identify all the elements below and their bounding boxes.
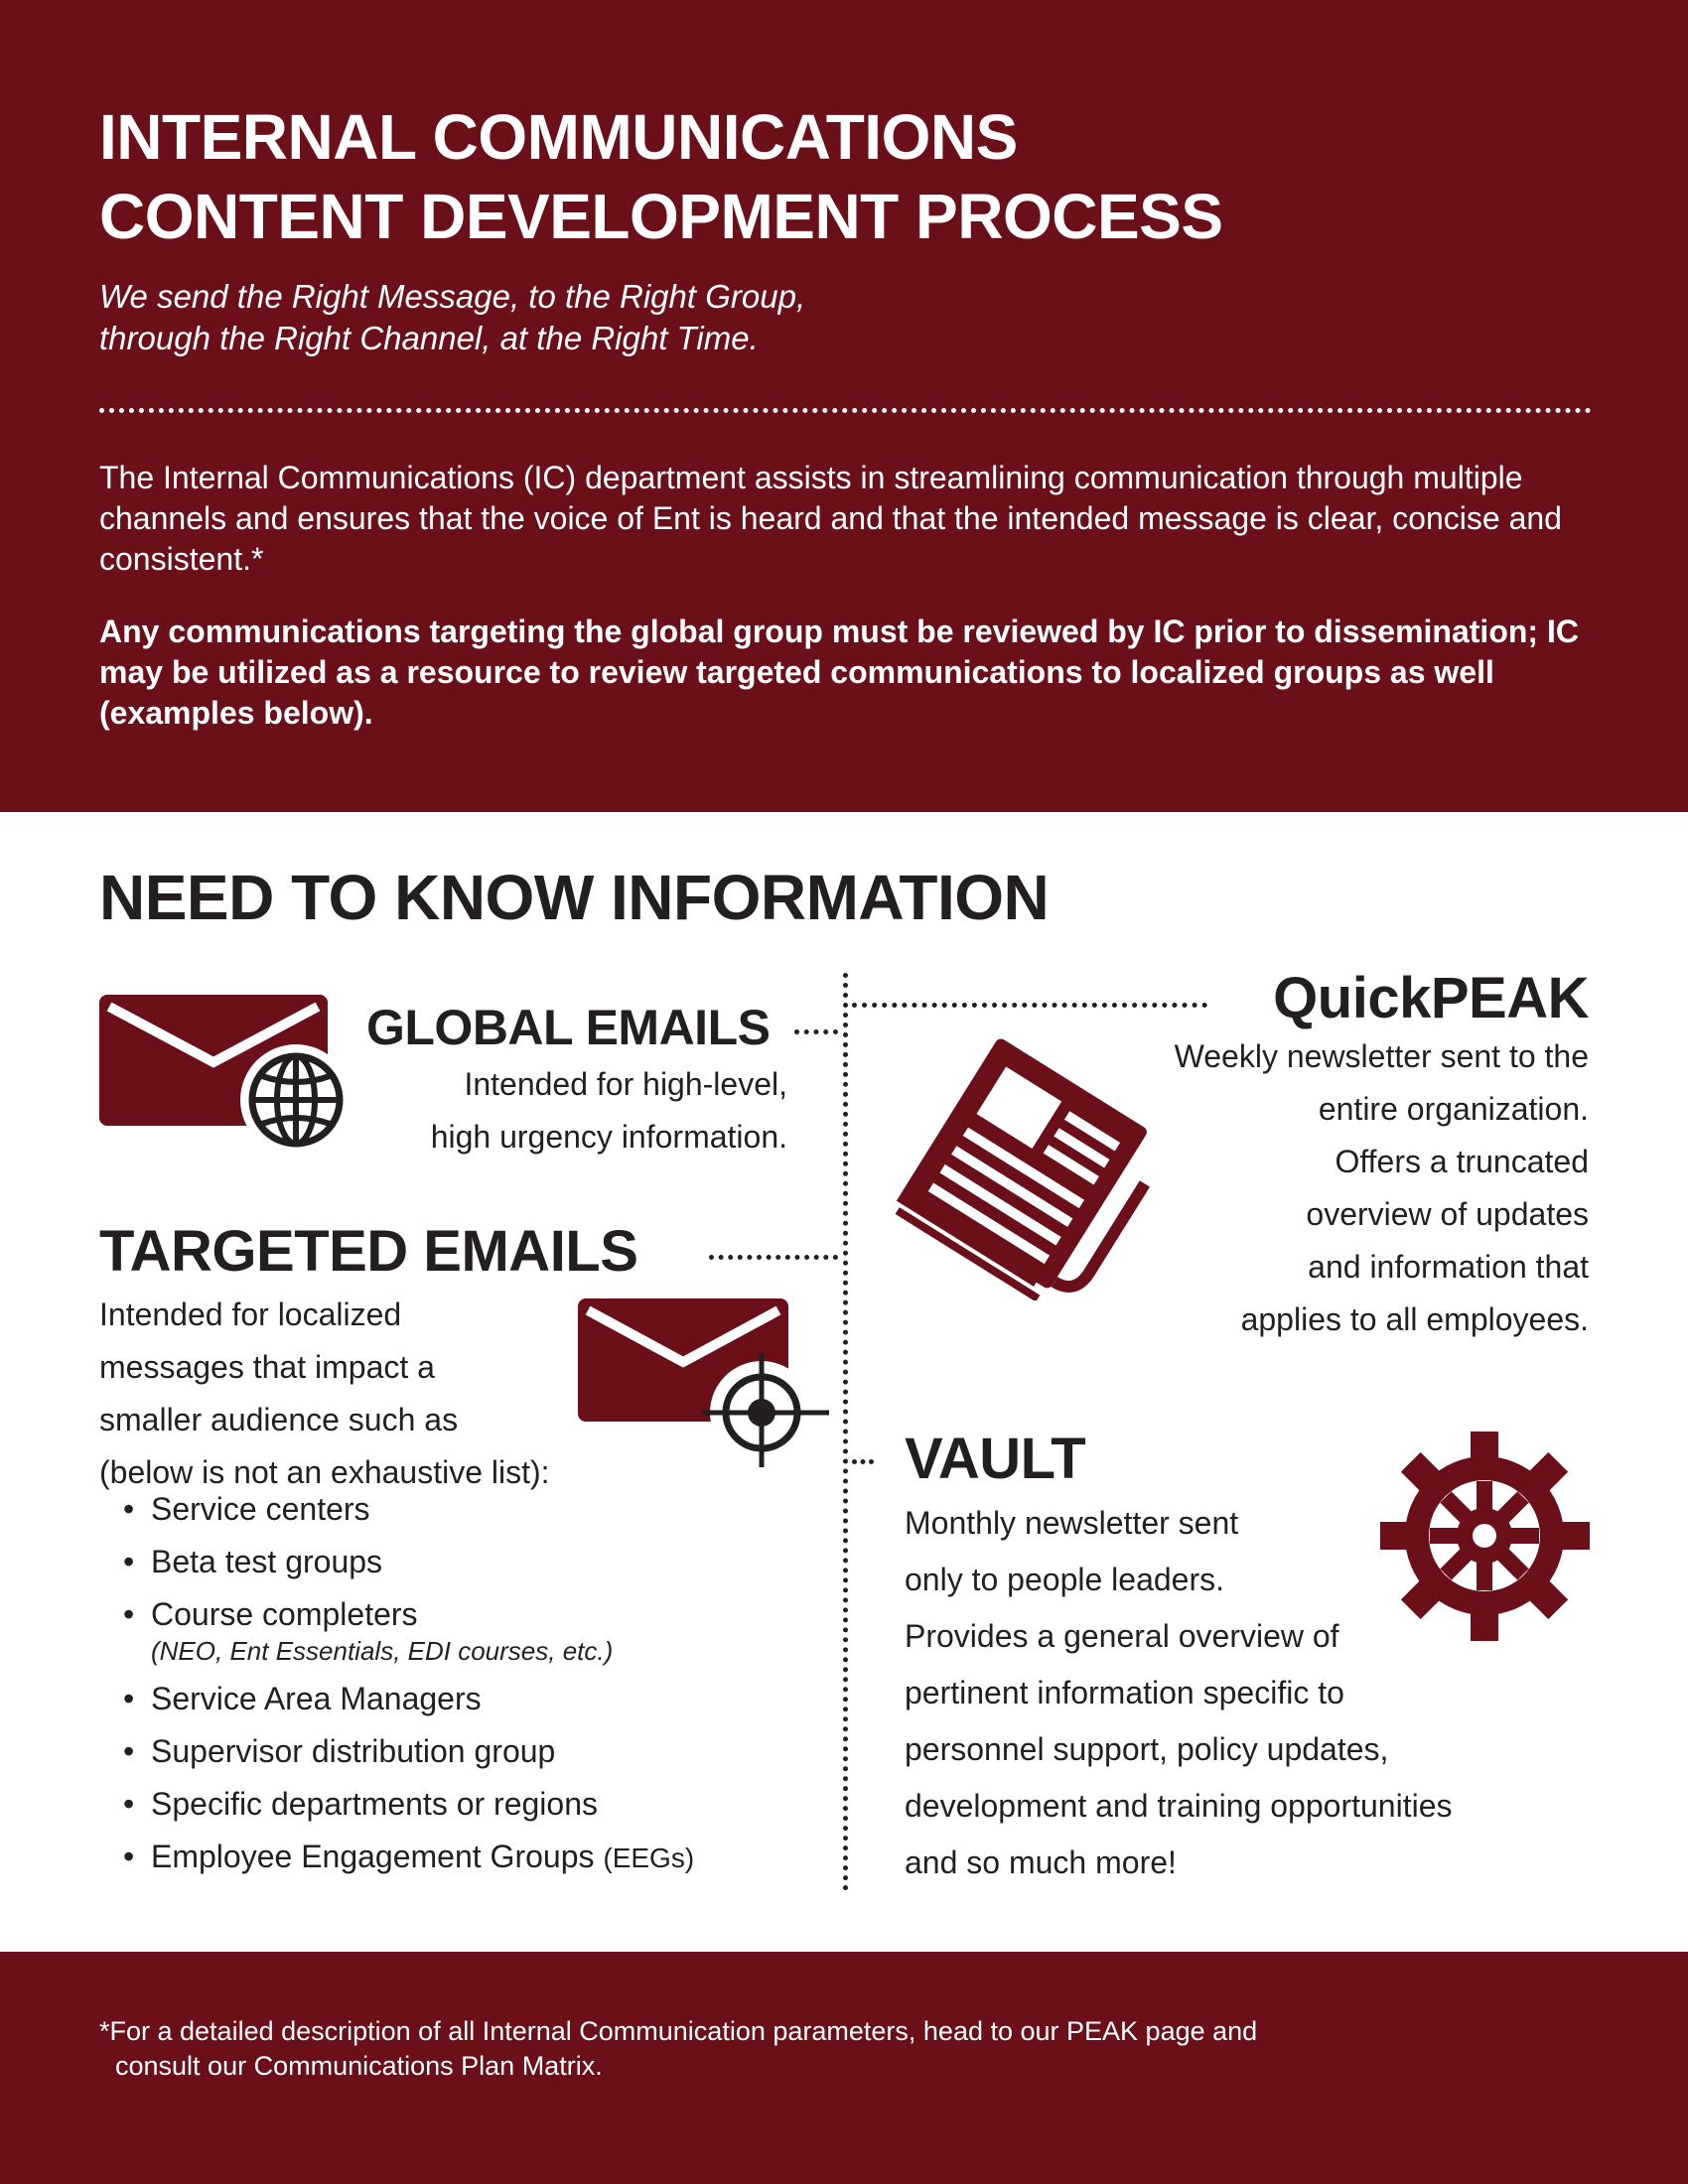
list-item-text: Supervisor distribution group — [151, 1733, 556, 1769]
list-item: • Course completers (NEO, Ent Essentials, EDI courses, etc.) — [123, 1594, 838, 1667]
vault-title: VAULT — [905, 1427, 1086, 1491]
vault-line-2: only to people leaders. — [905, 1562, 1224, 1597]
list-item: • Specific departments or regions — [123, 1786, 598, 1822]
vault-line-1: Monthly newsletter sent — [905, 1505, 1239, 1541]
global-emails-title: GLOBAL EMAILS — [366, 1000, 771, 1055]
section-heading: NEED TO KNOW INFORMATION — [99, 862, 1050, 933]
list-item-text: Specific departments or regions — [151, 1786, 598, 1822]
targeted-emails-title: TARGETED EMAILS — [99, 1219, 638, 1284]
vault-description — [905, 1495, 1590, 1891]
list-item-subtext: (NEO, Ent Essentials, EDI courses, etc.) — [151, 1636, 614, 1666]
intro-paragraph — [99, 458, 1609, 580]
review-requirement: Any communications targeting the global group must be reviewed by IC prior to dissemination; IC may be utilized as a resource to review targeted communications to localized groups as well (examples below). — [99, 614, 1579, 731]
list-item: • Employee Engagement Groups (EEGs) — [123, 1839, 695, 1874]
list-item-text: Service centers — [151, 1491, 370, 1527]
footnote-line-2: consult our Communications Plan Matrix. — [115, 2051, 603, 2081]
targeted-emails-line-3: smaller audience such as — [99, 1402, 459, 1437]
page-title-line-1: INTERNAL COMMUNICATIONS — [99, 101, 1018, 173]
global-emails-line-2: high urgency information. — [430, 1119, 787, 1155]
quickpeak-description — [1033, 1030, 1589, 1346]
targeted-emails-line-1: Intended for localized — [99, 1297, 402, 1332]
targeted-emails-description — [99, 1289, 655, 1499]
targeted-emails-line-2: messages that impact a — [99, 1349, 435, 1385]
footnote — [99, 2014, 1589, 2084]
page-title-line-2: CONTENT DEVELOPMENT PROCESS — [99, 181, 1223, 252]
list-item-text: Service Area Managers — [151, 1681, 482, 1716]
global-connector-dots — [794, 1029, 838, 1034]
vertical-dotted-divider — [843, 973, 848, 1891]
tagline — [99, 276, 1539, 359]
vault-line-7: and so much more! — [905, 1844, 1177, 1880]
list-item-suffix: (EEGs) — [603, 1843, 695, 1873]
list-item: • Service centers — [123, 1491, 370, 1527]
quickpeak-title: QuickPEAK — [1273, 966, 1589, 1030]
dotted-divider — [99, 408, 1592, 413]
global-emails-line-1: Intended for high-level, — [464, 1066, 787, 1102]
list-item: • Beta test groups — [123, 1544, 383, 1579]
list-item: • Supervisor distribution group — [123, 1733, 556, 1769]
quickpeak-line-3: Offers a truncated — [1335, 1144, 1589, 1179]
quickpeak-line-1: Weekly newsletter sent to the — [1174, 1038, 1589, 1074]
targeted-groups-list — [123, 1489, 838, 1890]
footnote-line-1: *For a detailed description of all Internal Communication parameters, head to our PEAK page and — [99, 2016, 1258, 2046]
targeted-connector-dots — [709, 1255, 838, 1260]
targeted-emails-line-4: (below is not an exhaustive list): — [99, 1454, 550, 1490]
vault-line-3: Provides a general overview of — [905, 1618, 1339, 1654]
tagline-line-1: We send the Right Message, to the Right Group, — [99, 278, 806, 315]
vault-line-5: personnel support, policy updates, — [905, 1731, 1389, 1767]
list-item-text: Course completers — [151, 1596, 418, 1632]
list-item-text: Beta test groups — [151, 1544, 383, 1579]
global-emails-description — [328, 1058, 787, 1163]
quickpeak-line-2: entire organization. — [1318, 1091, 1589, 1127]
intro-text: The Internal Communications (IC) department assists in streamlining communication through multiple channels and ensures that the voice of Ent is heard and that the intended message is clear, concise and consistent.* — [99, 460, 1562, 577]
quickpeak-connector-dots — [852, 1003, 1207, 1008]
quickpeak-line-4: overview of updates — [1306, 1196, 1589, 1232]
quickpeak-line-6: applies to all employees. — [1240, 1301, 1589, 1337]
envelope-target-icon — [576, 1297, 834, 1475]
vault-line-6: development and training opportunities — [905, 1788, 1453, 1824]
quickpeak-line-5: and information that — [1308, 1249, 1589, 1285]
list-item: • Service Area Managers — [123, 1681, 482, 1716]
list-item-text: Employee Engagement Groups — [151, 1839, 595, 1874]
vault-line-4: pertinent information specific to — [905, 1675, 1344, 1710]
envelope-globe-icon — [97, 993, 351, 1166]
vault-connector-dots — [852, 1459, 874, 1464]
tagline-line-2: through the Right Channel, at the Right Time. — [99, 320, 759, 356]
